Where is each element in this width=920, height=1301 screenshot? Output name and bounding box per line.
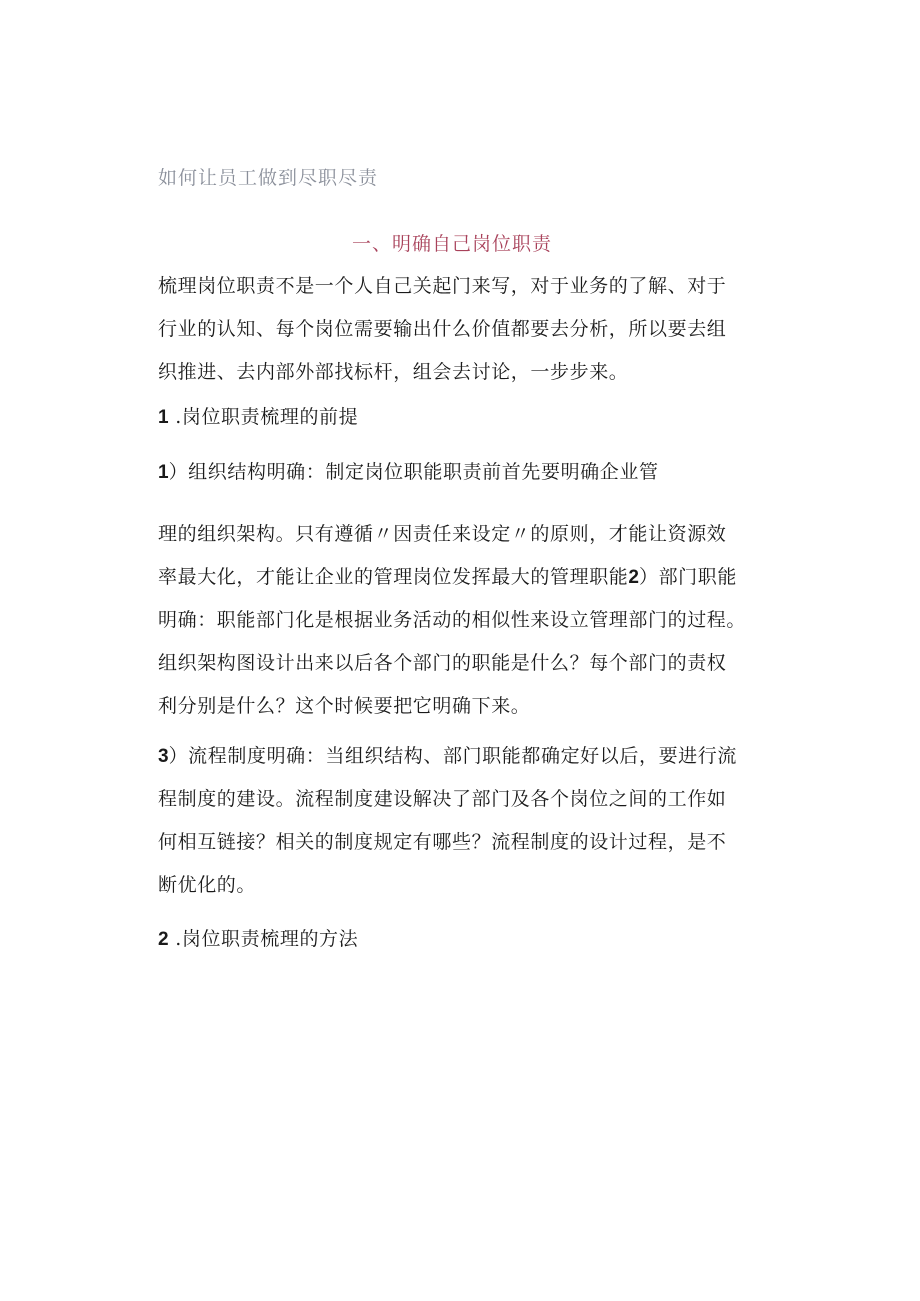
paragraph-line: 何相互链接？相关的制度规定有哪些？流程制度的设计过程，是不 [158,831,727,853]
item-number: 3 [158,746,169,767]
list-item-org-structure [158,451,758,494]
subheading-methods [158,918,758,961]
subheading-number: 1 [158,407,169,428]
item-number: 2 [628,567,639,588]
intro-paragraph [158,265,758,394]
paragraph-line: 率最大化，才能让企业的管理岗位发挥最大的管理职能 [158,566,629,588]
item-number: 1 [158,462,169,483]
intro-line: 梳理岗位职责不是一个人自己关起门来写，对于业务的了解、对于 [158,275,727,297]
list-item-process-system [158,735,758,907]
item-text: ）流程制度明确：当组织结构、部门职能都确定好以后，要进行流 [168,745,737,767]
paragraph-line: 利分别是什么？这个时候要把它明确下来。 [158,695,531,717]
paragraph-org-structure-continued [158,513,758,728]
subheading-number: 2 [158,929,169,950]
paragraph-line: 明确：职能部门化是根据业务活动的相似性来设立管理部门的过程。 [158,609,747,631]
section-heading: 一、明确自己岗位职责 [352,233,553,255]
subheading-text: .岗位职责梳理的方法 [168,928,359,950]
paragraph-line: 理的组织架构。只有遵循〃因责任来设定〃的原则，才能让资源效 [158,523,727,545]
intro-line: 行业的认知、每个岗位需要输出什么价值都要去分析，所以要去组 [158,318,727,340]
item-text: ）部门职能 [638,566,737,588]
paragraph-line: 断优化的。 [158,874,257,896]
paragraph-line: 组织架构图设计出来以后各个部门的职能是什么？每个部门的责权 [158,652,727,674]
document-title: 如何让员工做到尽职尽责 [158,167,379,189]
item-text: ）组织结构明确：制定岗位职能职责前首先要明确企业管 [168,461,659,483]
subheading-prerequisites [158,396,758,439]
intro-line: 织推进、去内部外部找标杆，组会去讨论，一步步来。 [158,361,629,383]
paragraph-line: 程制度的建设。流程制度建设解决了部门及各个岗位之间的工作如 [158,788,727,810]
subheading-text: .岗位职责梳理的前提 [168,406,359,428]
